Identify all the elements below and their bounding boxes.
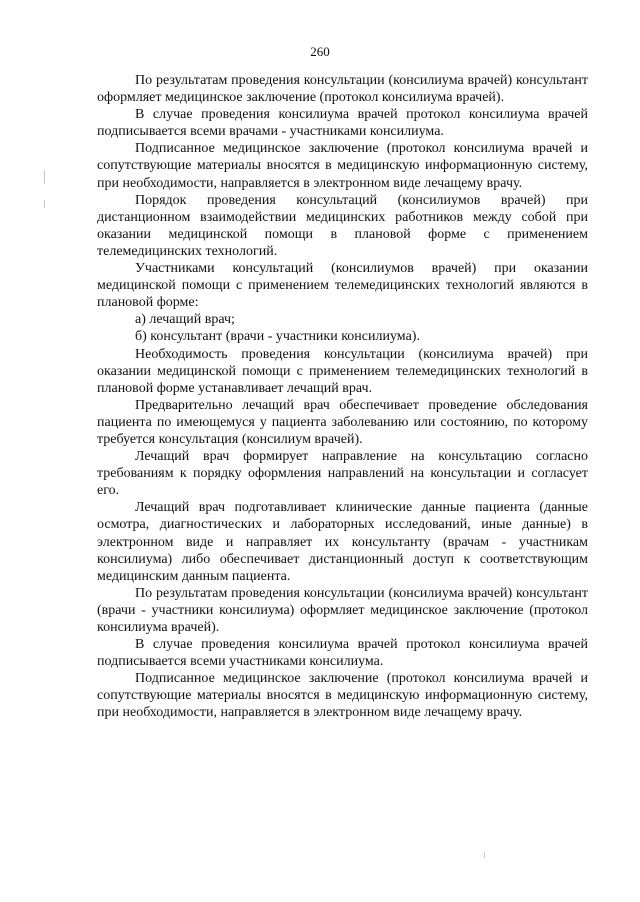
paragraph: Подписанное медицинское заключение (протокол консилиума врачей и сопутствующие материалы вносятся в медицинскую информационную систему, при необходимости, направляется в электронном виде лечащему врачу. xyxy=(97,671,588,721)
page-number: 260 xyxy=(310,44,330,59)
paragraph: Лечащий врач подготавливает клинические данные пациента (данные осмотра, диагностических и лабораторных исследований, иные данные) в электронном виде и направляет их консультанту (врачам - участникам консилиума) либо обеспечивает дистанционный доступ к соответствующим медицинским данным пациента. xyxy=(97,500,588,584)
list-item: а) лечащий врач; xyxy=(135,312,235,328)
paragraph: Лечащий врач формирует направление на консультацию согласно требованиям к порядку оформления направлений на консультации и согласует его. xyxy=(97,449,588,499)
paragraph: Необходимость проведения консультации (консилиума врачей) при оказании медицинской помощи с применением телемедицинских технологий в плановой форме устанавливает лечащий врач. xyxy=(97,346,588,396)
paragraph: По результатам проведения консультации (консилиума врачей) консультант (врачи - участники консилиума) оформляет медицинское заключение (протокол консилиума врачей). xyxy=(97,585,588,635)
paragraph: В случае проведения консилиума врачей протокол консилиума врачей подписывается всеми врачами - участниками консилиума. xyxy=(97,107,588,140)
paragraph: Подписанное медицинское заключение (протокол консилиума врачей и сопутствующие материалы вносятся в медицинскую информационную систему, при необходимости, направляется в электронном виде лечащему врачу. xyxy=(97,141,588,191)
list-item: б) консультант (врачи - участники консилиума). xyxy=(135,329,420,345)
paragraph: По результатам проведения консультации (консилиума врачей) консультант оформляет медицинское заключение (протокол консилиума врачей). xyxy=(97,73,588,106)
paragraph: Участниками консультаций (консилиумов врачей) при оказании медицинской помощи с применением телемедицинских технологий являются в плановой форме: xyxy=(97,261,588,311)
paragraph: Порядок проведения консультаций (консилиумов врачей) при дистанционном взаимодействии медицинских работников между собой при оказании медицинской помощи в плановой форме с применением телемедицинских технологий. xyxy=(97,192,588,259)
paragraph: Предварительно лечащий врач обеспечивает проведение обследования пациента по имеющемуся у пациента заболеванию или состоянию, по которому требуется консультация (консилиум врачей). xyxy=(97,397,588,447)
scan-artifact xyxy=(44,170,45,184)
scan-artifact xyxy=(484,852,485,858)
paragraph: В случае проведения консилиума врачей протокол консилиума врачей подписывается всеми участниками консилиума. xyxy=(97,637,588,670)
document-body xyxy=(97,72,588,722)
scan-artifact xyxy=(44,200,45,208)
